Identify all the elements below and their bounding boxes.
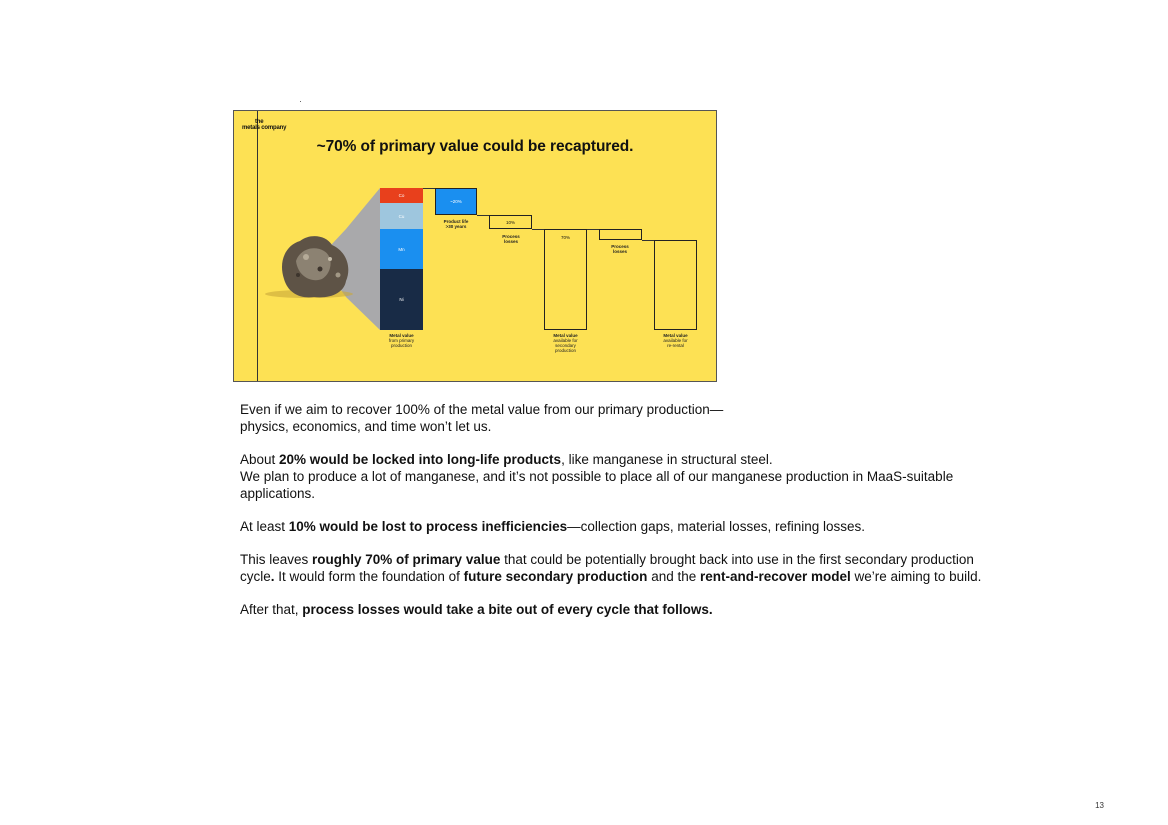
p4-mid-3: and the [647, 569, 700, 584]
p5-pre: After that, [240, 602, 303, 617]
p1-line-1: Even if we aim to recover 100% of the metal value from our primary production— [240, 402, 724, 417]
connector-1 [423, 188, 435, 189]
secondary-value-box [544, 229, 587, 330]
p4-post: we’re aiming to build. [850, 569, 982, 584]
p3-post: —collection gaps, material losses, refining losses. [567, 519, 865, 534]
p4-dot: . [270, 569, 275, 584]
paragraph-3 [240, 518, 1000, 535]
product-life-box [435, 188, 477, 215]
stack-cobalt [380, 188, 423, 203]
process-loss-box-1 [489, 215, 532, 229]
secondary-label-3: production [554, 348, 576, 353]
paragraph-1 [240, 401, 1000, 435]
rerental-label-1: available for [663, 338, 688, 343]
primary-label-bold: Metal value [389, 333, 414, 338]
secondary-value: 70% [560, 235, 570, 240]
paragraph-5 [240, 601, 1000, 618]
p2-pre: About [240, 452, 280, 467]
secondary-value-label [539, 333, 592, 353]
slide-title: ~70% of primary value could be recaptured. [316, 138, 634, 155]
product-life-label [430, 219, 482, 229]
stack-copper [380, 203, 423, 229]
stack-copper-label: Cu [398, 213, 405, 219]
process-loss-value-1: 10% [505, 219, 515, 225]
rerental-value-box [654, 240, 697, 330]
page-number: 13 [1095, 801, 1104, 810]
p5-bold: process losses would take a bite out of every cycle that follows. [302, 602, 713, 617]
rerental-value-label [649, 333, 702, 348]
primary-value-label [375, 333, 428, 348]
primary-label-1: from primary [388, 338, 415, 343]
p3-pre: At least [240, 519, 289, 534]
connector-4 [587, 229, 599, 230]
product-life-label-2: >30 years [445, 224, 467, 229]
p4-pre: This leaves [240, 552, 313, 567]
secondary-label-2: secondary [555, 343, 576, 348]
process-losses-label-1a: Process [502, 234, 520, 239]
p1-line-2: physics, economics, and time won’t let us. [240, 419, 492, 434]
p4-bold-3: rent-and-recover model [699, 569, 851, 584]
process-losses-label-2a: Process [611, 244, 629, 249]
body-text [240, 401, 1000, 634]
process-loss-box-2 [599, 229, 642, 240]
p2-bold: 20% would be locked into long-life products [279, 452, 562, 467]
rerental-label-2: re-rental [667, 343, 684, 348]
stack-manganese [380, 229, 423, 269]
product-life-label-1: Product life [443, 219, 469, 224]
stack-cobalt-label: Co [398, 193, 405, 198]
product-life-value: ~20% [450, 199, 462, 204]
primary-label-2: production [390, 343, 412, 348]
p2-line-2: We plan to produce a lot of manganese, and it’s not possible to place all of our manganese production in MaaS-suitable applications. [240, 469, 954, 501]
stray-dot [300, 101, 301, 102]
process-losses-label-1b: losses [503, 239, 518, 244]
process-losses-label-1 [485, 234, 537, 244]
paragraph-2 [240, 451, 1000, 502]
process-losses-label-2 [594, 244, 646, 254]
connector-2 [477, 215, 489, 216]
paragraph-4 [240, 551, 1000, 585]
p2-post: , like manganese in structural steel. [561, 452, 773, 467]
secondary-label-bold: Metal value [553, 333, 578, 338]
process-losses-label-2b: losses [612, 249, 627, 254]
stack-nickel [380, 269, 423, 330]
stack-manganese-label: Mn [398, 246, 405, 252]
p4-mid-2: It would form the foundation of [274, 569, 464, 584]
p3-bold: 10% would be lost to process inefficiencies [288, 519, 568, 534]
connector-3 [532, 229, 544, 230]
p4-bold-1: roughly 70% of primary value [312, 552, 501, 567]
stack-nickel-label: Ni [399, 297, 404, 302]
logo-line-2: metals company [242, 125, 287, 131]
connector-5 [642, 240, 654, 241]
slide-image [233, 110, 717, 382]
p4-bold-2: future secondary production [463, 569, 648, 584]
rerental-label-bold: Metal value [663, 333, 688, 338]
p4-mid-1: that could be potentially brought back into use in the first secondary production cycle [240, 552, 974, 584]
secondary-label-1: available for [553, 338, 578, 343]
logo-line-1: the [255, 119, 264, 125]
